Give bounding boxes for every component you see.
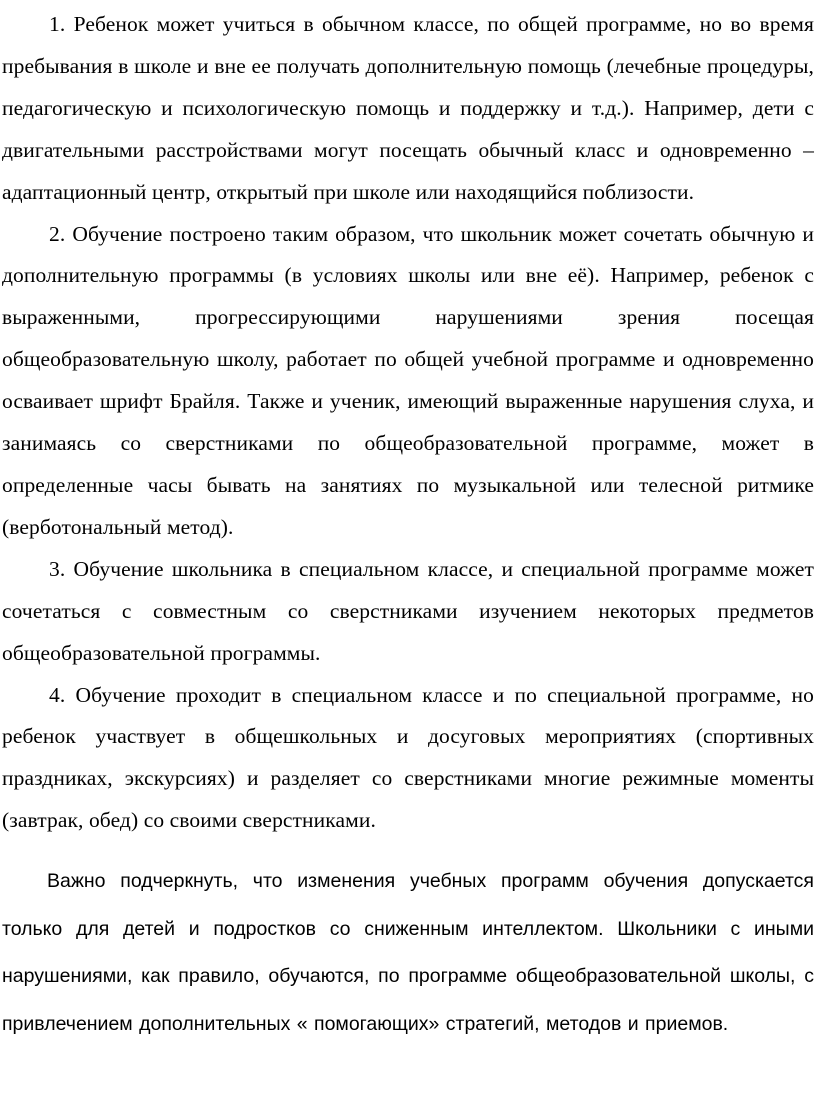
paragraph-3: 3. Обучение школьника в специальном классе, и специальной программе может сочетаться с совместным со сверстниками изучением некоторых предметов общеобразовательной программы. (2, 556, 814, 665)
paragraph-4: 4. Обучение проходит в специальном классе и по специальной программе, но ребенок участвует в общешкольных и досуговых мероприятиях (спортивных праздниках, экскурсиях) и разделяет со сверстниками многие режимные моменты (завтрак, обед) со своими сверстниками. (2, 682, 814, 833)
document-page (2, 4, 814, 1048)
paragraph-1: 1. Ребенок может учиться в обычном классе, по общей программе, но во время пребывания в школе и вне ее получать дополнительную помощь (лечебные процедуры, педагогическую и психологическую помощь и поддержку и т.д.). Например, дети с двигательными расстройствами могут посещать обычный класс и одновременно – адаптационный центр, открытый при школе или находящийся поблизости. (2, 12, 814, 204)
paragraph-5-summary: Важно подчеркнуть, что изменения учебных программ обучения допускается только для детей и подростков со сниженным интеллектом. Школьники с иными нарушениями, как правило, обучаются, по программе общеобразовательной школы, с привлечением дополнительных « помогающих» стратегий, методов и приемов. (2, 870, 814, 1035)
paragraph-2: 2. Обучение построено таким образом, что школьник может сочетать обычную и дополнительную программы (в условиях школы или вне её). Например, ребенок с выраженными, прогрессирующими нарушениями зрения посещая общеобразовательную школу, работает по общей учебной программе и одновременно осваивает шрифт Брайля. Также и ученик, имеющий выраженные нарушения слуха, и занимаясь со сверстниками по общеобразовательной программе, может в определенные часы бывать на занятиях по музыкальной или телесной ритмике (верботональный метод). (2, 221, 814, 539)
